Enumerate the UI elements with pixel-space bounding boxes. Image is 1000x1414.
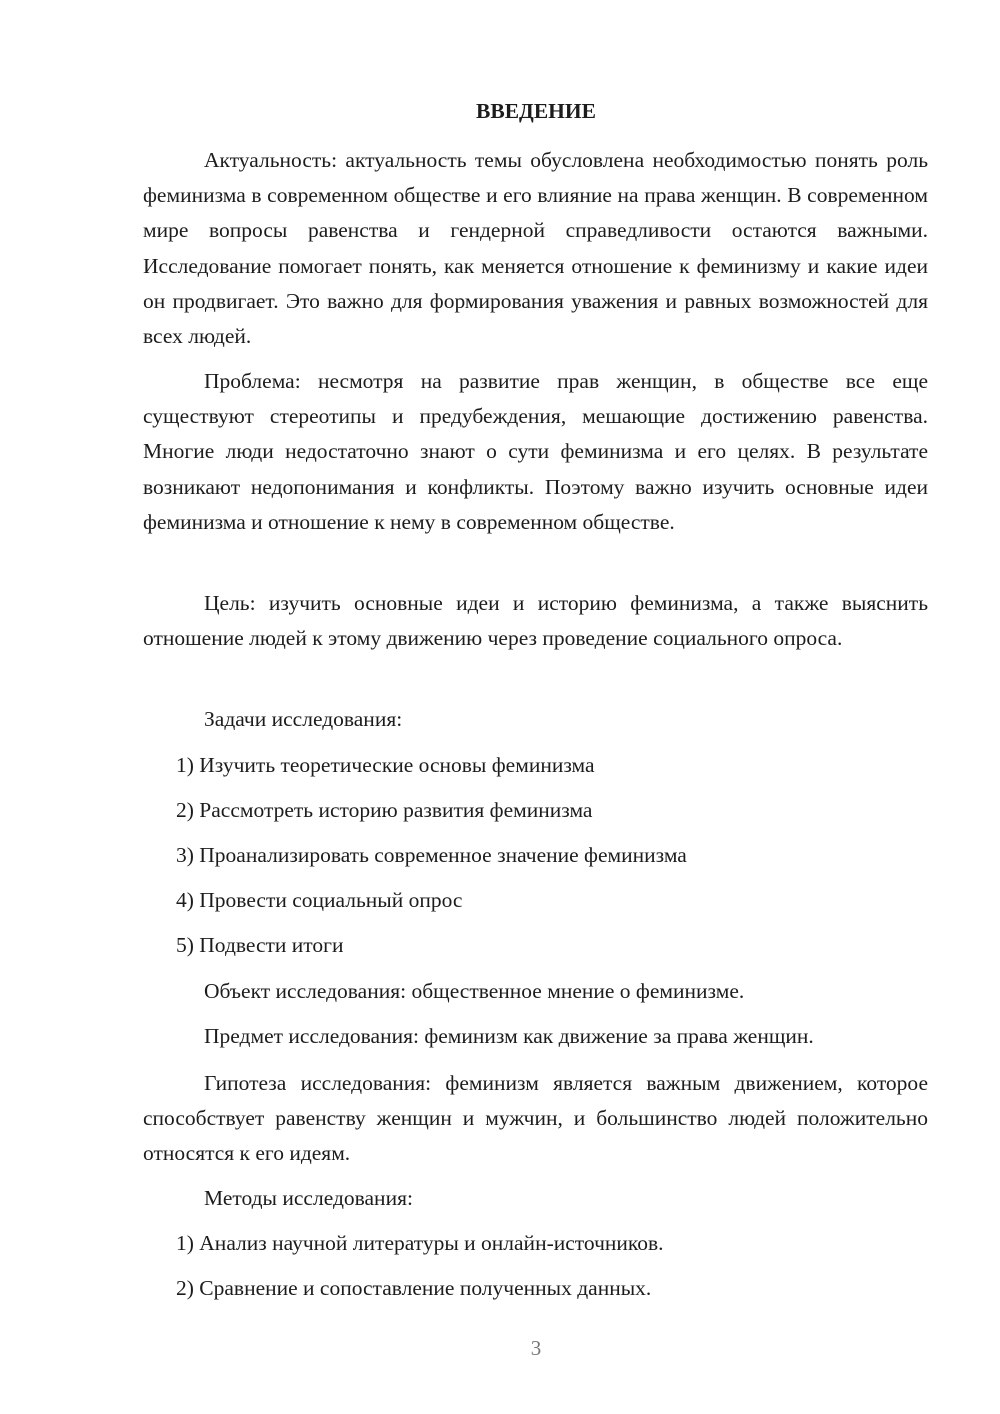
- task-item: 1) Изучить теоретические основы феминизма: [176, 753, 595, 777]
- method-item: 2) Сравнение и сопоставление полученных данных.: [176, 1276, 652, 1300]
- problem-paragraph: Проблема: несмотря на развитие прав женщин, в обществе все еще существуют стереотипы и предубеждения, мешающие достижению равенства. Многие люди недостаточно знают о сути феминизма и его целях. В результате возникают недопонимания и конфликты. Поэтому важно изучить основные идеи феминизма и отношение к нему в современном обществе.: [143, 369, 928, 534]
- task-item: 5) Подвести итоги: [176, 933, 344, 957]
- task-item: 2) Рассмотреть историю развития феминизма: [176, 798, 593, 822]
- goal-paragraph: Цель: изучить основные идеи и историю феминизма, а также выяснить отношение людей к этому движению через проведение социального опроса.: [143, 591, 928, 651]
- hypothesis-paragraph: Гипотеза исследования: феминизм является важным движением, которое способствует равенству женщин и мужчин, и большинство людей положительно относятся к его идеям.: [143, 1071, 928, 1166]
- task-item: 4) Провести социальный опрос: [176, 888, 463, 912]
- tasks-heading: Задачи исследования:: [204, 707, 403, 731]
- object-line: Объект исследования: общественное мнение о феминизме.: [204, 979, 745, 1003]
- method-item: 1) Анализ научной литературы и онлайн-источников.: [176, 1231, 664, 1255]
- task-item: 3) Проанализировать современное значение феминизма: [176, 843, 687, 867]
- relevance-paragraph: Актуальность: актуальность темы обусловлена необходимостью понять роль феминизма в современном обществе и его влияние на права женщин. В современном мире вопросы равенства и гендерной справедливости остаются важными. Исследование помогает понять, как меняется отношение к феминизму и какие идеи он продвигает. Это важно для формирования уважения и равных возможностей для всех людей.: [143, 148, 928, 349]
- section-title: ВВЕДЕНИЕ: [476, 99, 596, 123]
- page-number: 3: [530, 1336, 542, 1360]
- subject-line: Предмет исследования: феминизм как движение за права женщин.: [204, 1024, 814, 1048]
- methods-heading: Методы исследования:: [204, 1186, 413, 1210]
